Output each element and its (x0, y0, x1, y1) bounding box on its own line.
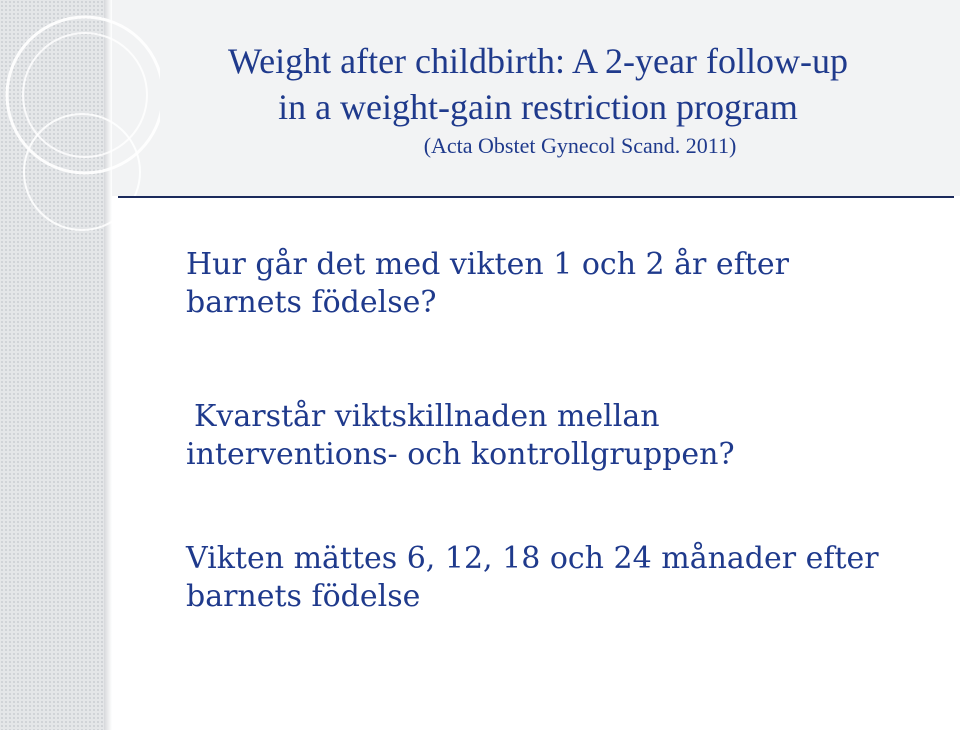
question1-line-1: Hur går det med vikten 1 och 2 år efter (186, 247, 789, 282)
question-weight-after-birth (186, 246, 946, 322)
header-divider (118, 196, 954, 198)
title-line-1: Weight after childbirth: A 2-year follow-up (228, 41, 848, 81)
question-weight-difference (186, 398, 946, 474)
measurement-statement (186, 540, 946, 616)
statement-line-1: Vikten mättes 6, 12, 18 och 24 månader efter (186, 541, 879, 576)
slide-title (128, 38, 948, 130)
question1-line-2: barnets födelse? (186, 285, 437, 320)
question2-line-2: interventions- och kontrollgruppen? (186, 437, 735, 472)
citation-subtitle: (Acta Obstet Gynecol Scand. 2011) (423, 133, 737, 158)
title-line-2: in a weight-gain restriction program (278, 87, 798, 127)
statement-line-2: barnets födelse (186, 579, 421, 614)
question2-line-1: Kvarstår viktskillnaden mellan (194, 399, 660, 434)
